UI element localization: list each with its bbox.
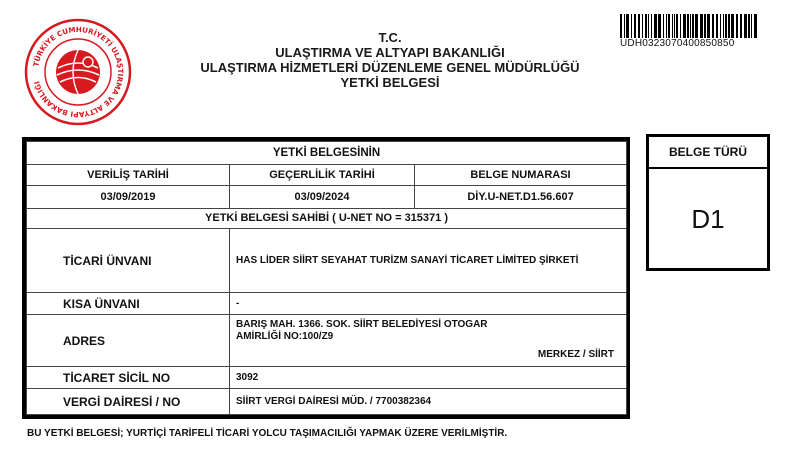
holder-heading: YETKİ BELGESİ SAHİBİ ( U-NET NO = 315371 ) (27, 208, 627, 229)
barcode-bar (695, 14, 698, 38)
barcode-bar (663, 14, 664, 38)
barcode-bar (754, 14, 757, 38)
barcode-bar (707, 14, 710, 38)
barcode-bar (692, 14, 694, 38)
barcode-bar (744, 14, 747, 38)
barcode-bar (666, 14, 667, 38)
barcode-bar (723, 14, 724, 38)
barcode-bar (642, 14, 643, 38)
address-district: MERKEZ / SİİRT (537, 348, 615, 360)
barcode-bar (638, 14, 640, 38)
validity-date-header: GEÇERLİLİK TARİHİ (230, 164, 415, 186)
header-ministry: ULAŞTIRMA VE ALTYAPI BAKANLIĞI (275, 45, 505, 60)
header-tc: T.C. (378, 30, 402, 45)
barcode-bar (748, 14, 750, 38)
trade-name-label: TİCARİ ÜNVANI (27, 229, 230, 293)
tax-office-value: SİİRT VERGİ DAİRESİ MÜD. / 7700382364 (230, 389, 627, 415)
barcode-bar (654, 14, 657, 38)
barcode-bar (634, 14, 636, 38)
seal-text: TÜRKİYE CUMHURİYETİ ULAŞTIRMA VE ALTYAPI BAKANLIĞI (31, 24, 126, 120)
barcode-number: UDH0323070400850850 (620, 38, 735, 49)
barcode-bar (620, 14, 622, 38)
barcode-bar (740, 14, 742, 38)
barcode-bar (700, 14, 703, 38)
barcode-bar (645, 14, 647, 38)
barcode-bar (720, 14, 721, 38)
short-name-value: - (230, 292, 627, 315)
certificate-type-heading: BELGE TÜRÜ (649, 137, 767, 169)
barcode-bar (683, 14, 686, 38)
barcode-bar (674, 14, 675, 38)
trade-name-value: HAS LİDER SİİRT SEYAHAT TURİZM SANAYİ TİCARET LİMİTED ŞİRKETİ (230, 229, 627, 293)
barcode-bar (712, 14, 714, 38)
barcode-bar (704, 14, 706, 38)
barcode-bar (716, 14, 718, 38)
barcode-bar (626, 14, 629, 38)
validity-date-value: 03/09/2024 (230, 186, 415, 209)
certificate-type-value: D1 (691, 204, 725, 234)
short-name-label: KISA ÜNVANI (27, 292, 230, 315)
barcode-bar (651, 14, 652, 38)
barcode-bar (736, 14, 738, 38)
document-header (140, 30, 640, 90)
tax-office-label: VERGİ DAİRESİ / NO (27, 389, 230, 415)
globe-icon (56, 50, 100, 94)
barcode-bar (728, 14, 730, 38)
header-document-title: YETKİ BELGESİ (340, 75, 440, 90)
barcode-bar (725, 14, 727, 38)
registry-number-label: TİCARET SİCİL NO (27, 366, 230, 389)
barcode-bar (690, 14, 691, 38)
barcode-bar (672, 14, 673, 38)
footer-statement: BU YETKİ BELGESİ; YURTİÇİ TARİFELİ TİCARİ YOLCU TAŞIMACILIĞI YAPMAK ÜZERE VERİLMİŞTİR. (27, 428, 508, 439)
registry-number-value: 3092 (230, 366, 627, 389)
certificate-number-value: DİY.U-NET.D1.56.607 (415, 186, 627, 209)
address-line-1: BARIŞ MAH. 1366. SOK. SİİRT BELEDİYESİ OTOGAR (236, 319, 488, 331)
barcode-bar (676, 14, 678, 38)
barcode-bar (631, 14, 632, 38)
certificate-heading: YETKİ BELGESİNİN (27, 142, 627, 165)
address-line-2: AMİRLİĞİ NO:100/Z9 (236, 331, 334, 343)
certificate-type-box (646, 134, 770, 271)
header-directorate: ULAŞTIRMA HİZMETLERİ DÜZENLEME GENEL MÜDÜRLÜĞÜ (200, 60, 580, 75)
certificate-table (22, 137, 630, 419)
address-value (230, 315, 627, 366)
ministry-seal-logo (24, 18, 132, 126)
barcode-bar (624, 14, 625, 38)
issue-date-value: 03/09/2019 (27, 186, 230, 209)
issue-date-header: VERİLİŞ TARİHİ (27, 164, 230, 186)
barcode-bar (751, 14, 752, 38)
address-label: ADRES (27, 315, 230, 366)
barcode-bar (668, 14, 670, 38)
barcode-bar (680, 14, 681, 38)
barcode-bar (658, 14, 661, 38)
barcode-bar (648, 14, 649, 38)
certificate-number-header: BELGE NUMARASI (415, 164, 627, 186)
barcode-bar (687, 14, 689, 38)
barcode-bar (731, 14, 734, 38)
barcode (620, 14, 758, 38)
